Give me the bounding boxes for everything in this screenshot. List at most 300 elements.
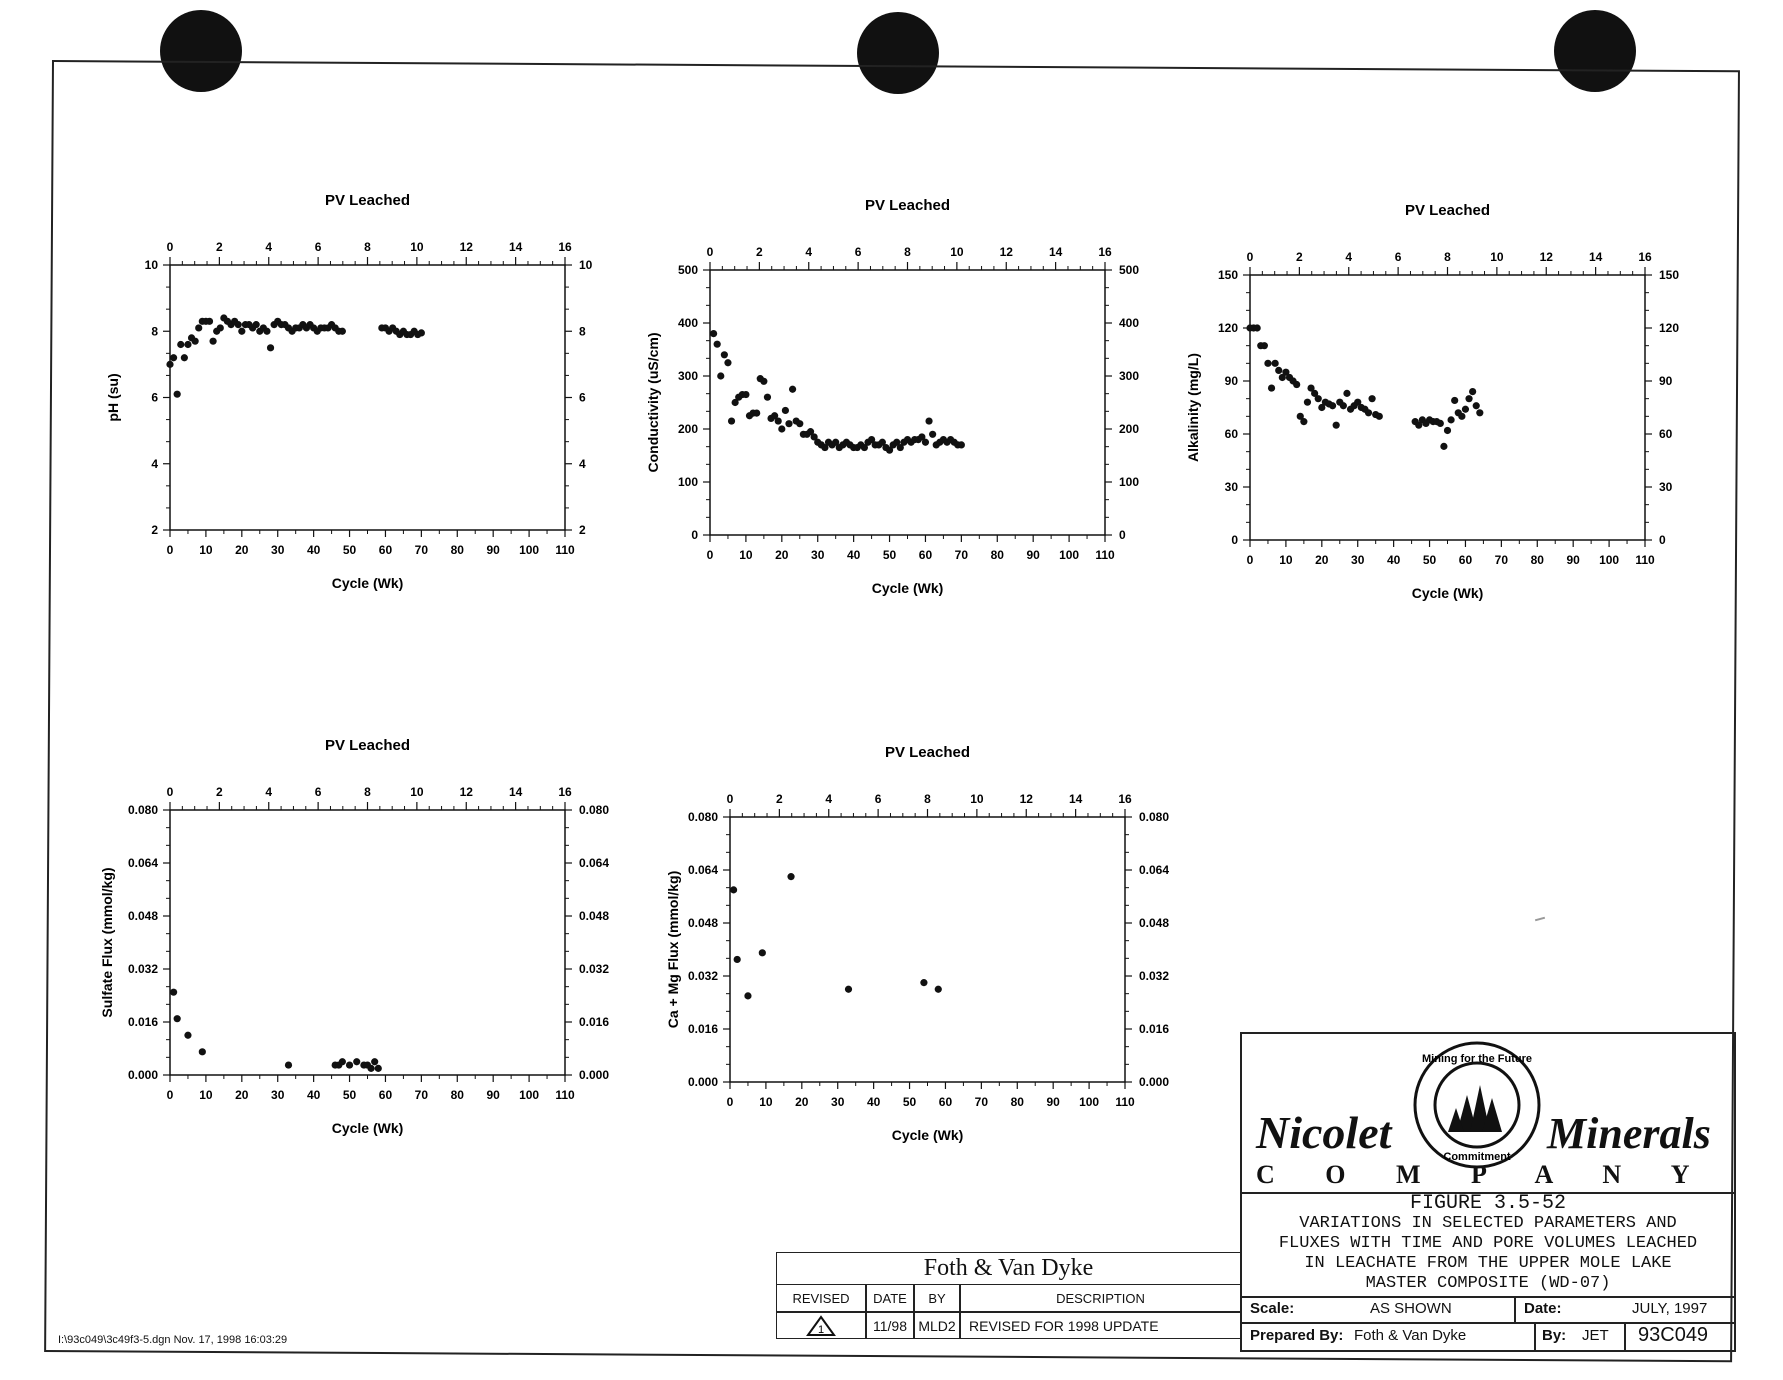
top-tick-label: 8 bbox=[904, 245, 911, 259]
revision-number: 1 bbox=[817, 1323, 825, 1336]
left-tick-label: 10 bbox=[144, 258, 158, 272]
data-point bbox=[730, 886, 737, 893]
data-point bbox=[1365, 409, 1372, 416]
bottom-tick-label: 40 bbox=[846, 548, 861, 562]
figure-number: FIGURE 3.5-52 bbox=[1409, 1192, 1567, 1215]
bottom-tick-label: 110 bbox=[1095, 548, 1115, 562]
plot-frame bbox=[1250, 275, 1645, 540]
right-tick-label: 10 bbox=[579, 258, 593, 272]
right-tick-label: 0.016 bbox=[1139, 1022, 1170, 1036]
company-name-left: Nicolet bbox=[1256, 1107, 1392, 1158]
data-point bbox=[796, 420, 803, 427]
data-point bbox=[253, 321, 260, 328]
top-tick-label: 14 bbox=[1048, 245, 1063, 259]
left-tick-label: 500 bbox=[677, 263, 698, 277]
bottom-tick-label: 30 bbox=[271, 1088, 285, 1102]
top-tick-label: 10 bbox=[1490, 250, 1504, 264]
seal-top-text: Mining for the Future bbox=[1422, 1053, 1532, 1065]
data-point bbox=[1300, 418, 1307, 425]
top-axis-title: PV Leached bbox=[1404, 202, 1491, 219]
top-axis-title: PV Leached bbox=[864, 197, 951, 214]
figure-description bbox=[1242, 1214, 1734, 1294]
bottom-tick-label: 70 bbox=[414, 543, 429, 557]
bottom-tick-label: 50 bbox=[1422, 553, 1437, 567]
data-point bbox=[192, 338, 199, 345]
bottom-tick-label: 90 bbox=[486, 543, 500, 557]
top-tick-label: 12 bbox=[459, 785, 473, 799]
top-tick-label: 0 bbox=[706, 245, 714, 259]
right-tick-label: 0.016 bbox=[579, 1015, 610, 1029]
data-point bbox=[1447, 416, 1454, 423]
left-tick-label: 100 bbox=[677, 475, 698, 489]
data-point bbox=[929, 431, 936, 438]
data-point bbox=[787, 873, 794, 880]
left-tick-label: 0.048 bbox=[687, 916, 718, 930]
bottom-tick-label: 80 bbox=[990, 548, 1004, 562]
data-point bbox=[728, 417, 735, 424]
top-tick-label: 8 bbox=[364, 240, 371, 254]
bottom-tick-label: 100 bbox=[519, 543, 540, 557]
top-tick-label: 16 bbox=[1118, 792, 1132, 806]
data-point bbox=[166, 361, 173, 368]
bottom-tick-label: 0 bbox=[166, 543, 174, 557]
data-point bbox=[760, 378, 767, 385]
left-tick-label: 0.064 bbox=[127, 856, 158, 870]
revision-header-by: BY bbox=[914, 1284, 960, 1312]
data-point bbox=[184, 1032, 191, 1039]
right-tick-label: 0 bbox=[1119, 528, 1126, 542]
data-point bbox=[1293, 381, 1300, 388]
left-tick-label: 0.032 bbox=[687, 969, 718, 983]
company-name-right: Minerals bbox=[1547, 1109, 1711, 1158]
bottom-tick-label: 110 bbox=[1115, 1095, 1135, 1109]
data-point bbox=[1437, 420, 1444, 427]
y-axis-label: Conductivity (uS/cm) bbox=[645, 332, 661, 473]
data-point bbox=[1368, 395, 1375, 402]
data-point bbox=[1340, 402, 1347, 409]
data-point bbox=[263, 328, 270, 335]
revision-block bbox=[776, 1252, 1241, 1339]
top-tick-label: 2 bbox=[216, 240, 223, 254]
bottom-tick-label: 50 bbox=[342, 543, 357, 557]
data-point bbox=[1264, 360, 1271, 367]
left-tick-label: 300 bbox=[677, 369, 698, 383]
top-axis-title: PV Leached bbox=[324, 737, 411, 754]
data-point bbox=[1275, 367, 1282, 374]
data-point bbox=[353, 1058, 360, 1065]
figure-description-line-2: FLUXES WITH TIME AND PORE VOLUMES LEACHED bbox=[1278, 1234, 1698, 1253]
bottom-tick-label: 30 bbox=[1351, 553, 1365, 567]
y-axis-label: Ca + Mg Flux (mmol/kg) bbox=[665, 870, 681, 1029]
x-axis-label: Cycle (Wk) bbox=[331, 1120, 404, 1136]
top-tick-label: 4 bbox=[265, 240, 273, 254]
top-axis-title: PV Leached bbox=[324, 192, 411, 209]
data-point bbox=[1315, 395, 1322, 402]
data-point bbox=[181, 354, 188, 361]
bottom-tick-label: 60 bbox=[378, 543, 393, 557]
top-tick-label: 6 bbox=[314, 240, 322, 254]
x-axis-label: Cycle (Wk) bbox=[891, 1127, 964, 1143]
data-point bbox=[235, 321, 242, 328]
sulfate-flux-chart bbox=[99, 735, 610, 1145]
data-point bbox=[375, 1065, 382, 1072]
right-tick-label: 300 bbox=[1119, 369, 1140, 383]
bottom-tick-label: 10 bbox=[1279, 553, 1293, 567]
revision-by: MLD2 bbox=[914, 1312, 960, 1339]
alkalinity-chart bbox=[1180, 200, 1680, 610]
data-point bbox=[209, 338, 216, 345]
left-tick-label: 30 bbox=[1224, 480, 1238, 494]
date-label: Date: bbox=[1524, 1300, 1562, 1317]
ph-chart bbox=[100, 190, 600, 600]
scale-value: AS SHOWN bbox=[1370, 1300, 1452, 1317]
figure-description-line-3: IN LEACHATE FROM THE UPPER MOLE LAKE bbox=[1304, 1254, 1672, 1273]
data-point bbox=[744, 992, 751, 999]
data-point bbox=[1440, 443, 1447, 450]
bottom-tick-label: 20 bbox=[235, 1088, 249, 1102]
by-label: By: bbox=[1542, 1327, 1567, 1344]
left-tick-label: 0.016 bbox=[127, 1015, 158, 1029]
revision-firm-name: Foth & Van Dyke bbox=[776, 1252, 1241, 1284]
bottom-tick-label: 30 bbox=[811, 548, 825, 562]
left-tick-label: 0.048 bbox=[127, 909, 158, 923]
right-tick-label: 0.064 bbox=[579, 856, 610, 870]
bottom-tick-label: 80 bbox=[450, 1088, 464, 1102]
bottom-tick-label: 30 bbox=[831, 1095, 845, 1109]
data-point bbox=[285, 1061, 292, 1068]
bottom-tick-label: 80 bbox=[1010, 1095, 1024, 1109]
prepared-by-label: Prepared By: bbox=[1250, 1327, 1344, 1344]
data-point bbox=[1272, 360, 1279, 367]
data-point bbox=[1469, 388, 1476, 395]
bottom-tick-label: 100 bbox=[1079, 1095, 1100, 1109]
right-tick-label: 100 bbox=[1119, 475, 1140, 489]
right-tick-label: 0.080 bbox=[579, 803, 610, 817]
top-tick-label: 16 bbox=[558, 240, 572, 254]
bottom-tick-label: 90 bbox=[1046, 1095, 1060, 1109]
data-point bbox=[920, 979, 927, 986]
left-tick-label: 60 bbox=[1224, 427, 1238, 441]
bottom-tick-label: 0 bbox=[166, 1088, 174, 1102]
x-axis-label: Cycle (Wk) bbox=[1411, 585, 1484, 601]
left-tick-label: 0.064 bbox=[687, 863, 718, 877]
bottom-tick-label: 40 bbox=[306, 543, 321, 557]
scale-label: Scale: bbox=[1250, 1300, 1295, 1317]
top-tick-label: 12 bbox=[1019, 792, 1033, 806]
data-point bbox=[1476, 409, 1483, 416]
left-tick-label: 0 bbox=[691, 528, 698, 542]
top-tick-label: 8 bbox=[1444, 250, 1451, 264]
data-point bbox=[922, 439, 929, 446]
left-tick-label: 6 bbox=[151, 390, 158, 405]
revision-triangle-cell bbox=[776, 1312, 866, 1339]
data-point bbox=[170, 989, 177, 996]
company-word: C O M P A N Y bbox=[1256, 1160, 1712, 1189]
data-point bbox=[782, 407, 789, 414]
data-point bbox=[845, 986, 852, 993]
top-tick-label: 16 bbox=[558, 785, 572, 799]
right-tick-label: 6 bbox=[579, 390, 586, 405]
data-point bbox=[238, 328, 245, 335]
data-point bbox=[775, 417, 782, 424]
left-tick-label: 150 bbox=[1217, 268, 1238, 282]
title-block bbox=[1240, 1032, 1736, 1352]
bottom-tick-label: 40 bbox=[866, 1095, 881, 1109]
data-point bbox=[714, 341, 721, 348]
data-point bbox=[717, 372, 724, 379]
data-point bbox=[1465, 395, 1472, 402]
data-point bbox=[710, 330, 717, 337]
top-tick-label: 16 bbox=[1098, 245, 1112, 259]
y-axis-label: pH (su) bbox=[105, 373, 121, 422]
plot-frame bbox=[170, 265, 565, 530]
left-tick-label: 0.032 bbox=[127, 962, 158, 976]
data-point bbox=[734, 956, 741, 963]
top-tick-label: 14 bbox=[1068, 792, 1083, 806]
top-tick-label: 4 bbox=[805, 245, 813, 259]
bottom-tick-label: 110 bbox=[1635, 553, 1655, 567]
bottom-tick-label: 110 bbox=[555, 1088, 575, 1102]
data-point bbox=[371, 1058, 378, 1065]
data-point bbox=[764, 394, 771, 401]
right-tick-label: 0.064 bbox=[1139, 863, 1170, 877]
data-point bbox=[1343, 390, 1350, 397]
data-point bbox=[346, 1061, 353, 1068]
top-tick-label: 0 bbox=[726, 792, 734, 806]
bottom-tick-label: 20 bbox=[1315, 553, 1329, 567]
top-tick-label: 4 bbox=[825, 792, 833, 806]
x-axis-label: Cycle (Wk) bbox=[331, 575, 404, 591]
right-tick-label: 500 bbox=[1119, 263, 1140, 277]
left-tick-label: 0.000 bbox=[127, 1068, 158, 1082]
footer-file-path: I:\93c049\3c49f3-5.dgn Nov. 17, 1998 16:03:29 bbox=[58, 1334, 288, 1346]
left-tick-label: 200 bbox=[677, 422, 698, 436]
plot-frame bbox=[170, 810, 565, 1075]
bottom-tick-label: 90 bbox=[1026, 548, 1040, 562]
right-tick-label: 400 bbox=[1119, 316, 1140, 330]
bottom-tick-label: 60 bbox=[1458, 553, 1473, 567]
right-tick-label: 0.000 bbox=[579, 1068, 610, 1082]
data-point bbox=[789, 386, 796, 393]
top-tick-label: 12 bbox=[999, 245, 1013, 259]
data-point bbox=[367, 1065, 374, 1072]
revision-date: 11/98 bbox=[866, 1312, 914, 1339]
right-tick-label: 0.032 bbox=[1139, 969, 1170, 983]
data-point bbox=[785, 420, 792, 427]
data-point bbox=[778, 425, 785, 432]
bottom-tick-label: 70 bbox=[954, 548, 969, 562]
right-tick-label: 0.080 bbox=[1139, 810, 1170, 824]
bottom-tick-label: 20 bbox=[235, 543, 249, 557]
by-value: JET bbox=[1582, 1327, 1609, 1344]
bottom-tick-label: 20 bbox=[775, 548, 789, 562]
bottom-tick-label: 10 bbox=[739, 548, 753, 562]
top-tick-label: 6 bbox=[1394, 250, 1402, 264]
data-point bbox=[1254, 324, 1261, 331]
data-point bbox=[1451, 397, 1458, 404]
bottom-tick-label: 60 bbox=[378, 1088, 393, 1102]
left-tick-label: 0.080 bbox=[687, 810, 718, 824]
top-tick-label: 10 bbox=[970, 792, 984, 806]
data-point bbox=[184, 341, 191, 348]
left-tick-label: 0.016 bbox=[687, 1022, 718, 1036]
data-point bbox=[170, 354, 177, 361]
data-point bbox=[199, 1048, 206, 1055]
figure-description-line-4: MASTER COMPOSITE (WD-07) bbox=[1365, 1274, 1611, 1293]
bottom-tick-label: 50 bbox=[902, 1095, 917, 1109]
right-tick-label: 0 bbox=[1659, 533, 1666, 547]
left-tick-label: 90 bbox=[1224, 374, 1238, 388]
data-point bbox=[1376, 413, 1383, 420]
top-tick-label: 12 bbox=[459, 240, 473, 254]
y-axis-label: Alkalinity (mg/L) bbox=[1185, 353, 1201, 462]
top-tick-label: 4 bbox=[1345, 250, 1353, 264]
data-point bbox=[217, 324, 224, 331]
right-tick-label: 90 bbox=[1659, 374, 1673, 388]
bottom-tick-label: 80 bbox=[450, 543, 464, 557]
bottom-tick-label: 50 bbox=[342, 1088, 357, 1102]
data-point bbox=[1268, 384, 1275, 391]
data-point bbox=[925, 417, 932, 424]
top-tick-label: 10 bbox=[410, 785, 424, 799]
revision-header-date: DATE bbox=[866, 1284, 914, 1312]
bottom-tick-label: 40 bbox=[306, 1088, 321, 1102]
right-tick-label: 0.048 bbox=[579, 909, 610, 923]
date-value: JULY, 1997 bbox=[1632, 1300, 1708, 1317]
data-point bbox=[1458, 413, 1465, 420]
data-point bbox=[1261, 342, 1268, 349]
data-point bbox=[174, 391, 181, 398]
bottom-tick-label: 20 bbox=[795, 1095, 809, 1109]
top-tick-label: 12 bbox=[1539, 250, 1553, 264]
revision-description: REVISED FOR 1998 UPDATE bbox=[960, 1312, 1241, 1339]
left-tick-label: 0.080 bbox=[127, 803, 158, 817]
left-tick-label: 0 bbox=[1231, 533, 1238, 547]
bottom-tick-label: 50 bbox=[882, 548, 897, 562]
revision-triangle-icon bbox=[806, 1315, 836, 1337]
top-tick-label: 14 bbox=[508, 240, 523, 254]
left-tick-label: 0.000 bbox=[687, 1075, 718, 1089]
revision-header-description: DESCRIPTION bbox=[960, 1284, 1241, 1312]
top-tick-label: 6 bbox=[854, 245, 862, 259]
right-tick-label: 30 bbox=[1659, 480, 1673, 494]
right-tick-label: 4 bbox=[579, 456, 586, 471]
data-point bbox=[418, 329, 425, 336]
seal-bottom-text: Commitment bbox=[1443, 1151, 1511, 1163]
bottom-tick-label: 10 bbox=[199, 543, 213, 557]
bottom-tick-label: 40 bbox=[1386, 553, 1401, 567]
left-tick-label: 120 bbox=[1217, 321, 1238, 335]
right-tick-label: 60 bbox=[1659, 427, 1673, 441]
data-point bbox=[174, 1015, 181, 1022]
x-axis-label: Cycle (Wk) bbox=[871, 580, 944, 596]
bottom-tick-label: 0 bbox=[726, 1095, 734, 1109]
left-tick-label: 4 bbox=[151, 456, 158, 471]
bottom-tick-label: 100 bbox=[1599, 553, 1620, 567]
top-tick-label: 8 bbox=[924, 792, 931, 806]
bottom-tick-label: 80 bbox=[1530, 553, 1544, 567]
data-point bbox=[724, 359, 731, 366]
bottom-tick-label: 70 bbox=[974, 1095, 989, 1109]
bottom-tick-label: 70 bbox=[414, 1088, 429, 1102]
top-axis-title: PV Leached bbox=[884, 744, 971, 761]
bottom-tick-label: 100 bbox=[1059, 548, 1080, 562]
right-tick-label: 200 bbox=[1119, 422, 1140, 436]
top-tick-label: 0 bbox=[1246, 250, 1254, 264]
right-tick-label: 120 bbox=[1659, 321, 1680, 335]
top-tick-label: 8 bbox=[364, 785, 371, 799]
data-point bbox=[339, 328, 346, 335]
data-point bbox=[958, 441, 965, 448]
top-tick-label: 6 bbox=[314, 785, 322, 799]
top-tick-label: 14 bbox=[1588, 250, 1603, 264]
right-tick-label: 8 bbox=[579, 324, 586, 339]
data-point bbox=[753, 410, 760, 417]
bottom-tick-label: 60 bbox=[938, 1095, 953, 1109]
top-tick-label: 2 bbox=[216, 785, 223, 799]
data-point bbox=[206, 318, 213, 325]
top-tick-label: 16 bbox=[1638, 250, 1652, 264]
right-tick-label: 0.032 bbox=[579, 962, 610, 976]
data-point bbox=[935, 986, 942, 993]
top-tick-label: 10 bbox=[950, 245, 964, 259]
top-tick-label: 2 bbox=[776, 792, 783, 806]
data-point bbox=[267, 344, 274, 351]
revision-header-revised: REVISED bbox=[776, 1284, 866, 1312]
drawing-number: 93C049 bbox=[1638, 1324, 1709, 1346]
data-point bbox=[1444, 427, 1451, 434]
bottom-tick-label: 30 bbox=[271, 543, 285, 557]
data-point bbox=[742, 391, 749, 398]
data-point bbox=[177, 341, 184, 348]
top-tick-label: 2 bbox=[756, 245, 763, 259]
prepared-by-value: Foth & Van Dyke bbox=[1354, 1327, 1467, 1344]
data-point bbox=[1329, 402, 1336, 409]
right-tick-label: 2 bbox=[579, 523, 586, 537]
top-tick-label: 10 bbox=[410, 240, 424, 254]
bottom-tick-label: 110 bbox=[555, 543, 575, 557]
right-tick-label: 150 bbox=[1659, 268, 1680, 282]
data-point bbox=[1304, 399, 1311, 406]
bottom-tick-label: 70 bbox=[1494, 553, 1509, 567]
bottom-tick-label: 100 bbox=[519, 1088, 540, 1102]
bottom-tick-label: 10 bbox=[759, 1095, 773, 1109]
ca-mg-flux-chart bbox=[660, 742, 1170, 1152]
top-tick-label: 2 bbox=[1296, 250, 1303, 264]
left-tick-label: 8 bbox=[151, 324, 158, 339]
data-point bbox=[1462, 406, 1469, 413]
top-tick-label: 0 bbox=[166, 785, 174, 799]
conductivity-chart bbox=[640, 195, 1140, 605]
bottom-tick-label: 0 bbox=[1246, 553, 1254, 567]
company-seal-logo bbox=[1412, 1040, 1542, 1170]
bottom-tick-label: 90 bbox=[486, 1088, 500, 1102]
plot-frame bbox=[710, 270, 1105, 535]
right-tick-label: 0.048 bbox=[1139, 916, 1170, 930]
data-point bbox=[721, 351, 728, 358]
left-tick-label: 400 bbox=[677, 316, 698, 330]
bottom-tick-label: 60 bbox=[918, 548, 933, 562]
figure-description-line-1: VARIATIONS IN SELECTED PARAMETERS AND bbox=[1299, 1214, 1677, 1233]
data-point bbox=[1473, 402, 1480, 409]
top-tick-label: 6 bbox=[874, 792, 882, 806]
data-point bbox=[759, 949, 766, 956]
top-tick-label: 4 bbox=[265, 785, 273, 799]
bottom-tick-label: 10 bbox=[199, 1088, 213, 1102]
bottom-tick-label: 0 bbox=[706, 548, 714, 562]
data-point bbox=[339, 1058, 346, 1065]
data-point bbox=[195, 324, 202, 331]
